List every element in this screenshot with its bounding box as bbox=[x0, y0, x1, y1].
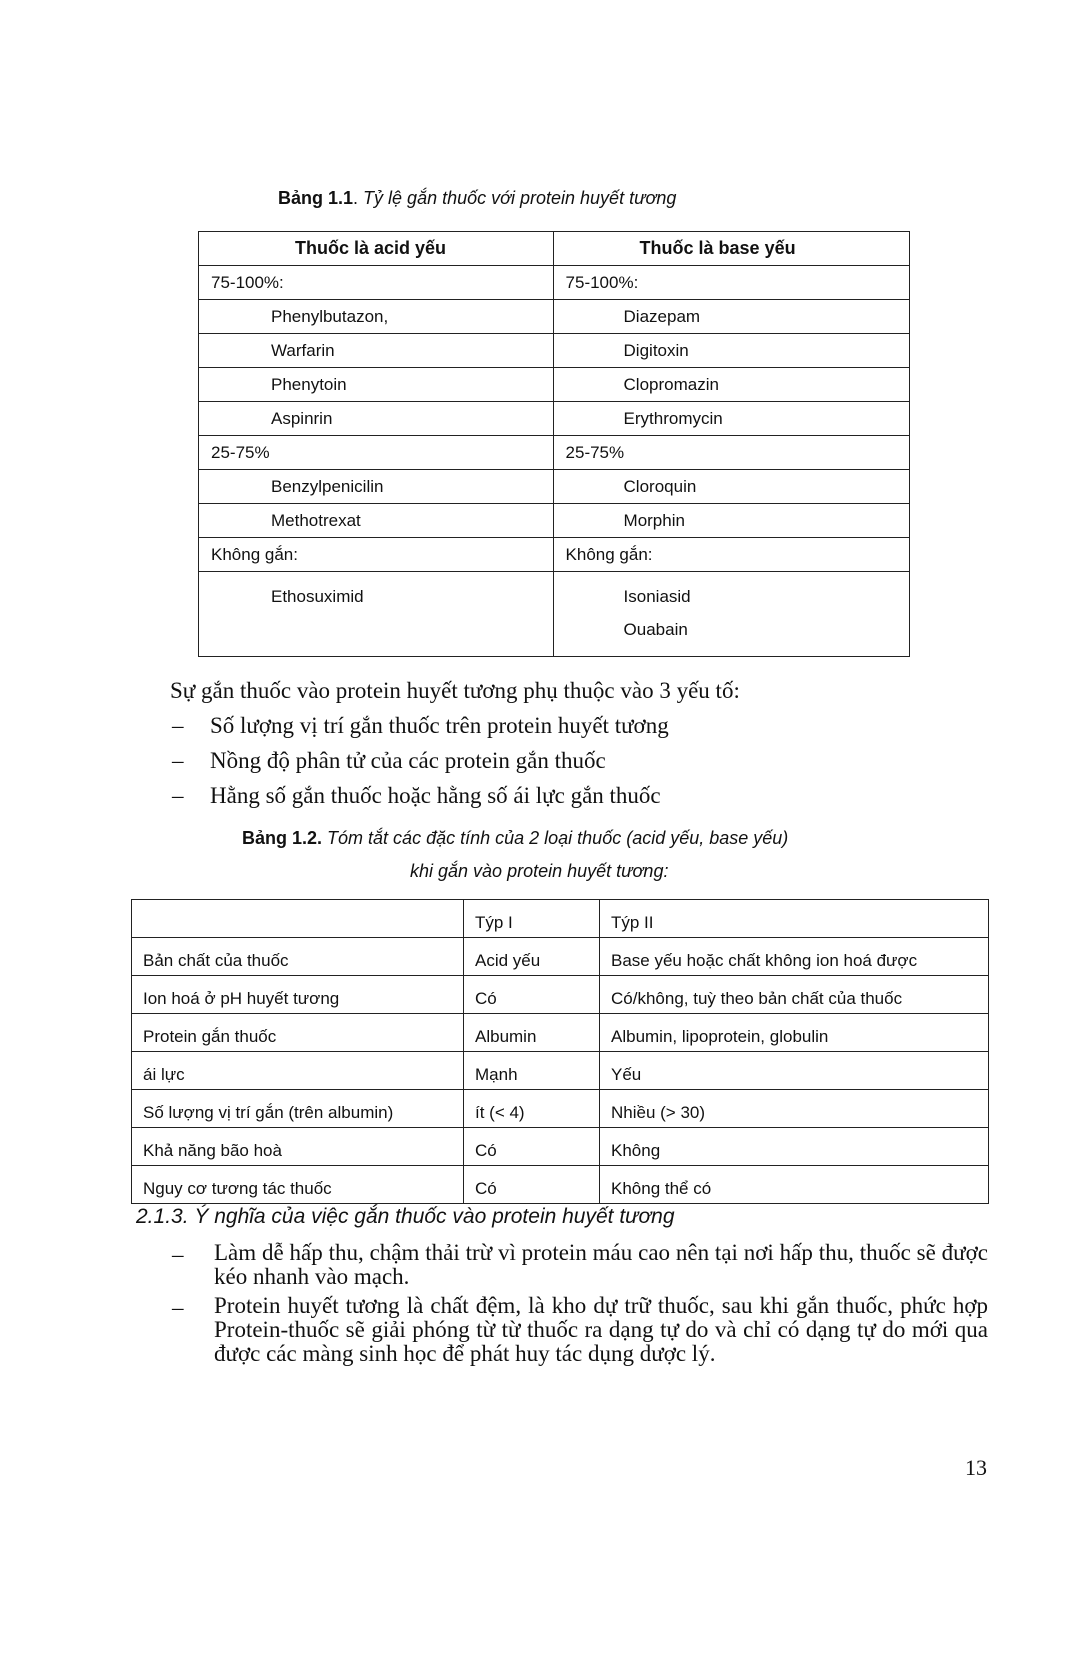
table1-cell-right: 25-75% bbox=[553, 436, 909, 470]
table2-cell: Acid yếu bbox=[464, 938, 600, 976]
table1-cell-left: Không gắn: bbox=[199, 538, 554, 572]
table2-cell: Số lượng vị trí gắn (trên albumin) bbox=[132, 1090, 464, 1128]
table1-cell-right: Clopromazin bbox=[553, 368, 909, 402]
table2-row bbox=[132, 1090, 989, 1128]
table1-caption: Bảng 1.1. Tỷ lệ gắn thuốc với protein huyết tương bbox=[278, 188, 677, 208]
intro-paragraph: Sự gắn thuốc vào protein huyết tương phụ thuộc vào 3 yếu tố: bbox=[170, 678, 740, 703]
table2-cell: Nhiều (> 30) bbox=[600, 1090, 989, 1128]
bullet-item: Số lượng vị trí gắn thuốc trên protein huyết tương bbox=[210, 713, 669, 738]
table2-cell: Mạnh bbox=[464, 1052, 600, 1090]
bullet-item: Nồng độ phân tử của các protein gắn thuốc bbox=[210, 748, 606, 773]
table1-cell-left: Aspinrin bbox=[199, 402, 554, 436]
table1-row bbox=[199, 572, 910, 657]
table2-caption-label: Bảng 1.2. bbox=[242, 828, 323, 848]
table1-cell-right: Không gắn: bbox=[553, 538, 909, 572]
table2-row bbox=[132, 1128, 989, 1166]
bullet-dash: – bbox=[172, 713, 184, 738]
table1-row bbox=[199, 266, 910, 300]
table1-header-base: Thuốc là base yếu bbox=[553, 232, 909, 266]
table1-cell-left: Methotrexat bbox=[199, 504, 554, 538]
table2-caption-line2 bbox=[410, 861, 668, 882]
table2-cell: Có bbox=[464, 1166, 600, 1204]
table2-cell: Không bbox=[600, 1128, 989, 1166]
table1-row bbox=[199, 402, 910, 436]
bullet-dash: – bbox=[172, 783, 184, 808]
table2 bbox=[131, 899, 989, 1204]
bullet-dash: – bbox=[172, 748, 184, 773]
table2-cell: ít (< 4) bbox=[464, 1090, 600, 1128]
table1-caption-title: Tỷ lệ gắn thuốc với protein huyết tương bbox=[363, 188, 677, 208]
table1-cell-left: Benzylpenicilin bbox=[199, 470, 554, 504]
table1-row bbox=[199, 334, 910, 368]
table2-cell: Có bbox=[464, 1128, 600, 1166]
table1-cell-right: Erythromycin bbox=[553, 402, 909, 436]
table1-cell-right: Cloroquin bbox=[553, 470, 909, 504]
table1-last-item: Ouabain bbox=[623, 620, 688, 639]
table2-cell: Albumin, lipoprotein, globulin bbox=[600, 1014, 989, 1052]
table2-cell: Albumin bbox=[464, 1014, 600, 1052]
table1-row bbox=[199, 436, 910, 470]
table2-cell: ái lực bbox=[132, 1052, 464, 1090]
table1-cell-left: Phenylbutazon, bbox=[199, 300, 554, 334]
table1 bbox=[198, 231, 910, 657]
table1-row bbox=[199, 538, 910, 572]
table2-cell: Protein gắn thuốc bbox=[132, 1014, 464, 1052]
table1-cell-right bbox=[553, 572, 909, 657]
page-number: 13 bbox=[965, 1455, 987, 1480]
section-bullet-1: Làm dễ hấp thu, chậm thải trừ vì protein máu cao nên tại nơi hấp thu, thuốc sẽ được kéo nhanh vào mạch. bbox=[214, 1240, 988, 1289]
table2-row bbox=[132, 976, 989, 1014]
table2-cell: Có/không, tuỳ theo bản chất của thuốc bbox=[600, 976, 989, 1014]
table1-header-row bbox=[199, 232, 910, 266]
table1-cell-left: 75-100%: bbox=[199, 266, 554, 300]
table2-cell bbox=[132, 900, 464, 938]
table2-row bbox=[132, 1014, 989, 1052]
table2-cell: Ion hoá ở pH huyết tương bbox=[132, 976, 464, 1014]
table1-row bbox=[199, 504, 910, 538]
table1-cell-left: 25-75% bbox=[199, 436, 554, 470]
section-bullet-2: Protein huyết tương là chất đệm, là kho dự trữ thuốc, sau khi gắn thuốc, phức hợp Protein-thuốc sẽ giải phóng từ từ thuốc ra dạng tự do và chỉ có dạng tự do mới qua được các màng sinh học để phát huy tác dụng dược lý. bbox=[214, 1293, 988, 1366]
table2-caption-title-1: Tóm tắt các đặc tính của 2 loại thuốc (acid yếu, base yếu) bbox=[327, 828, 789, 848]
table2-caption-title-2: khi gắn vào protein huyết tương: bbox=[410, 861, 669, 881]
table1-cell-left bbox=[199, 572, 554, 657]
table2-row bbox=[132, 938, 989, 976]
table1-caption-label: Bảng 1.1 bbox=[278, 188, 354, 208]
table1-row bbox=[199, 300, 910, 334]
table2-cell: Týp II bbox=[600, 900, 989, 938]
table1-cell-right: Morphin bbox=[553, 504, 909, 538]
section-heading: 2.1.3. Ý nghĩa của việc gắn thuốc vào protein huyết tương bbox=[136, 1205, 675, 1228]
table1-last-item: Isoniasid bbox=[623, 587, 691, 606]
section-bullet-dash-2: – bbox=[172, 1295, 184, 1320]
table2-cell: Có bbox=[464, 976, 600, 1014]
bullet-item: Hằng số gắn thuốc hoặc hằng số ái lực gắn thuốc bbox=[210, 783, 661, 808]
table1-row bbox=[199, 470, 910, 504]
table1-cell-right: 75-100%: bbox=[553, 266, 909, 300]
table2-body bbox=[132, 900, 989, 1204]
table2-row bbox=[132, 1166, 989, 1204]
table2-cell: Bản chất của thuốc bbox=[132, 938, 464, 976]
table2-caption bbox=[242, 828, 788, 849]
table2-header-row bbox=[132, 900, 989, 938]
table1-body bbox=[199, 266, 910, 657]
table1-header-acid: Thuốc là acid yếu bbox=[199, 232, 554, 266]
table2-cell: Không thể có bbox=[600, 1166, 989, 1204]
table2-row bbox=[132, 1052, 989, 1090]
table2-cell: Khả năng bão hoà bbox=[132, 1128, 464, 1166]
table2-cell: Nguy cơ tương tác thuốc bbox=[132, 1166, 464, 1204]
table2-cell: Base yếu hoặc chất không ion hoá được bbox=[600, 938, 989, 976]
table1-cell-left: Warfarin bbox=[199, 334, 554, 368]
table1-last-item: Ethosuximid bbox=[271, 587, 364, 606]
table1-cell-right: Digitoxin bbox=[553, 334, 909, 368]
table2-cell: Yếu bbox=[600, 1052, 989, 1090]
table1-cell-right: Diazepam bbox=[553, 300, 909, 334]
section-bullet-dash-1: – bbox=[172, 1242, 184, 1267]
table1-row bbox=[199, 368, 910, 402]
table1-cell-left: Phenytoin bbox=[199, 368, 554, 402]
table2-cell: Týp I bbox=[464, 900, 600, 938]
